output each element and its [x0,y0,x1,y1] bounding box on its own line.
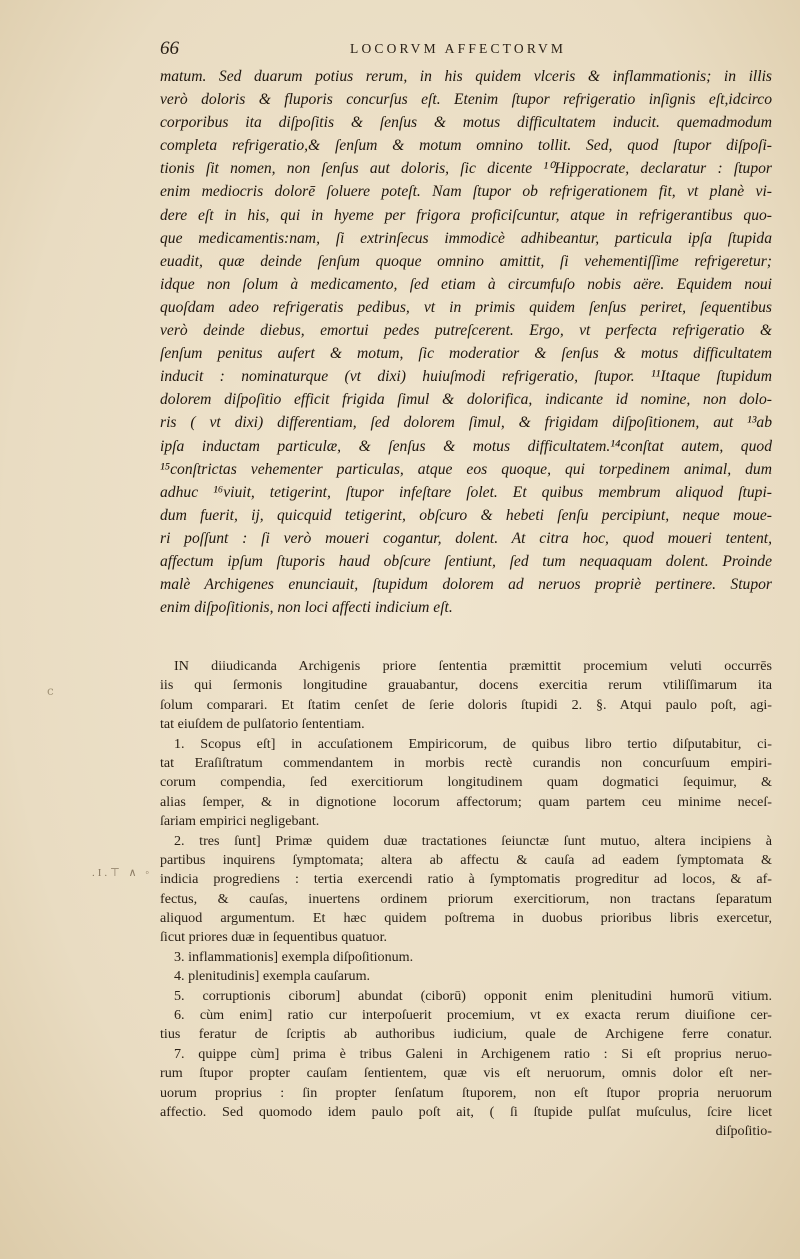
text-line: adhuc ¹⁶viuit, tetigerint, ſtupor infeſtare ſolet. Et quibus membrum aliquod ſtupi- [160,483,772,501]
text-line: ſenſum penitus aufert & motum, ſic moderatior & ſenſus & motus difficultatem [160,345,772,363]
text-line: enim mediocris dolorē ſoluere poteſt. Nam ſtupor ob refrigerationem fit, vt planè vi- [160,183,772,201]
text-line: ſicut priores duæ in ſequentibus quatuor. [160,929,388,946]
text-line: quoſdam adeo refrigeratis pedibus, vt in primis quidem ſenſus periret, ſequentibus [160,298,772,316]
text-line: alias ſemper, & in dignotione locorum affectorum; quam partem ceu minime neceſ- [160,793,772,810]
page-header [160,38,770,62]
text-line: ri poſſunt : ſi verò moueri cogantur, dolent. At citra hoc, quod moueri tentent, [160,529,772,547]
text-line: ris ( vt dixi) differentiam, ſed dolorem ſimul, & frigidam diſpoſitionem, aut ¹³ab [160,414,772,432]
text-line: 6. cùm enim] ratio cur interpoſuerit procemium, vt ex exacta rerum diuiſione cer- [174,1007,772,1024]
text-line: 2. tres ſunt] Primæ quidem duæ tractationes ſeiunctæ ſunt mutuo, altera incipiens à [174,832,772,849]
italic-text-block [160,65,772,619]
text-line: 5. corruptionis ciborum] abundat (ciborū) opponit enim plenitudini humorū vitium. [174,987,772,1004]
text-line: idque non ſolum à medicamento, ſed etiam à circumfuſo nobis aëre. Equidem noui [160,275,772,293]
text-line: affectum ipſum ſtuporis haud obſcure ſentiunt, ſed tum nequaquam dolent. Proinde [160,552,772,570]
page-number: 66 [160,38,179,59]
text-line: iis qui ſermonis longitudine grauabantur, docens exercitia rerum vtiliſſimarum ita [160,677,772,694]
text-line: ipſa inductam particulæ, & ſenſus & motus difficultatem.¹⁴conſtat autem, quod [160,437,772,455]
margin-mark: .I.⊤ ∧ ◦ [92,867,153,879]
text-line: malè Archigenes enunciauit, ſtupidum dolorem ad neruos propriè pertinere. Stupor [160,576,772,594]
text-line: 1. Scopus eſt] in accuſationem Empiricorum, de quibus libro tertio diſputabitur, ci- [174,735,772,752]
catchword: diſpoſitio- [715,1123,772,1140]
text-line: dolorem diſpoſitio efficit frigida ſimul & dolorifica, indicante id nomine, non dolo- [160,391,772,409]
text-line: corporibus ita diſpoſitis & ſenſus & motus difficultatem inducit. quemadmodum [160,114,772,132]
text-line: 4. plenitudinis] exempla cauſarum. [174,968,371,985]
text-line: uorum proprius : ſin propter ſenſatum ſtuporem, non eſt ſtupor propria neruorum [160,1084,772,1101]
text-line: fectus, & cauſas, inuertens ordinem priorum exercitiorum, non tractans ſeparatum [160,890,772,907]
text-line: inducit : nominaturque (vt dixi) huiuſmodi refrigeratio, ſtupor. ¹¹Itaque ſtupidum [160,368,772,386]
text-line: tat eiuſdem de pulſatorio ſententiam. [160,716,365,733]
text-line: verò deinde diebus, emortui pedes putreſcerent. Ergo, vt perfecta refrigeratio & [160,322,772,340]
text-line: partibus inquirens ſymptomata; altera ab affectu & cauſa ad eadem ſymptomata & [160,851,772,868]
text-line: completa refrigeratio,& ſenſum & motum omnino tollit. Sed, quod ſtupor diſpoſi- [160,137,772,155]
text-line: matum. Sed duarum potius rerum, in his quidem vlceris & inflammationis; in illis [160,68,772,85]
text-line: verò doloris & fluporis concurſus eſt. Etenim ſtupor refrigeratio inſignis eſt,idcirco [160,91,772,109]
text-line: indicia progrediens : tertia exercendi ratio à ſymptomatis progreditur ad locos, & af- [160,871,772,888]
text-line: ſariam empirici negligebant. [160,813,320,830]
text-line: corum compendia, ſed exercitiorum longitudinem quam dogmatici ſequimur, & [160,774,772,791]
text-line: dum fuerit, ij, quicquid tetigerint, obſcuro & hebeti ſenſu percipiunt, neque moue- [160,506,772,524]
margin-mark-small: c [47,684,54,698]
text-line: affectio. Sed quomodo idem paulo poſt ait, ( ſi ſtupide pulſat muſculus, ſcire licet [160,1103,772,1120]
text-line: euadit, quæ deinde ſenſum quoque omnino amittit, ſi vehementiſſime refrigeretur; [160,252,772,270]
text-line: ſolum comparari. Et ſtatim cenſet de ſerie doloris ſtupidi 2. §. Atqui paulo poſt, agi- [160,696,772,713]
text-line: enim diſpoſitionis, non loci affecti indicium eſt. [160,599,453,617]
text-line: IN diiudicanda Archigenis priore ſententia præmittit procemium veluti occurrēs [174,658,772,674]
text-line: 7. quippe cùm] prima è tribus Galeni in Archigenem ratio : Si eſt proprius neruo- [174,1045,772,1062]
commentary-text-block [160,657,772,1142]
text-line: ¹⁵conſtrictas vehementer particulas, atque eos quoque, qui torpedinem animal, dum [160,460,772,478]
text-line: rum ſtupor propter cauſam ſentientem, quæ vis eſt neruorum, omnis dolor eſt ner- [160,1065,772,1082]
text-line: 3. inflammationis] exempla diſpoſitionum. [174,948,414,965]
text-line: dere eſt in his, qui in hyeme per frigora proficiſcuntur, atque in refrigerantibus quo- [160,206,772,224]
text-line: que medicamentis:nam, ſi extrinſecus immodicè adhibeantur, particula ipſa ſtupida [160,229,772,247]
text-line: aliquod argumentum. Et hæc quidem poſtrema in duobus prioribus libris exercetur, [160,910,772,927]
running-head: LOCORVM AFFECTORVM [350,41,567,56]
text-line: tius feratur de ſcriptis ab authoribus iudicium, quale de Archigene ferre conatur. [160,1026,772,1043]
text-line: tat Eraſiſtratum commendantem in morbis rectè curandis non concurſuum empiri- [160,754,772,771]
text-line: tionis ſit nomen, non ſenſus aut doloris, ſic dicente ¹⁰Hippocrate, declaratur : ſtupor [160,160,772,178]
